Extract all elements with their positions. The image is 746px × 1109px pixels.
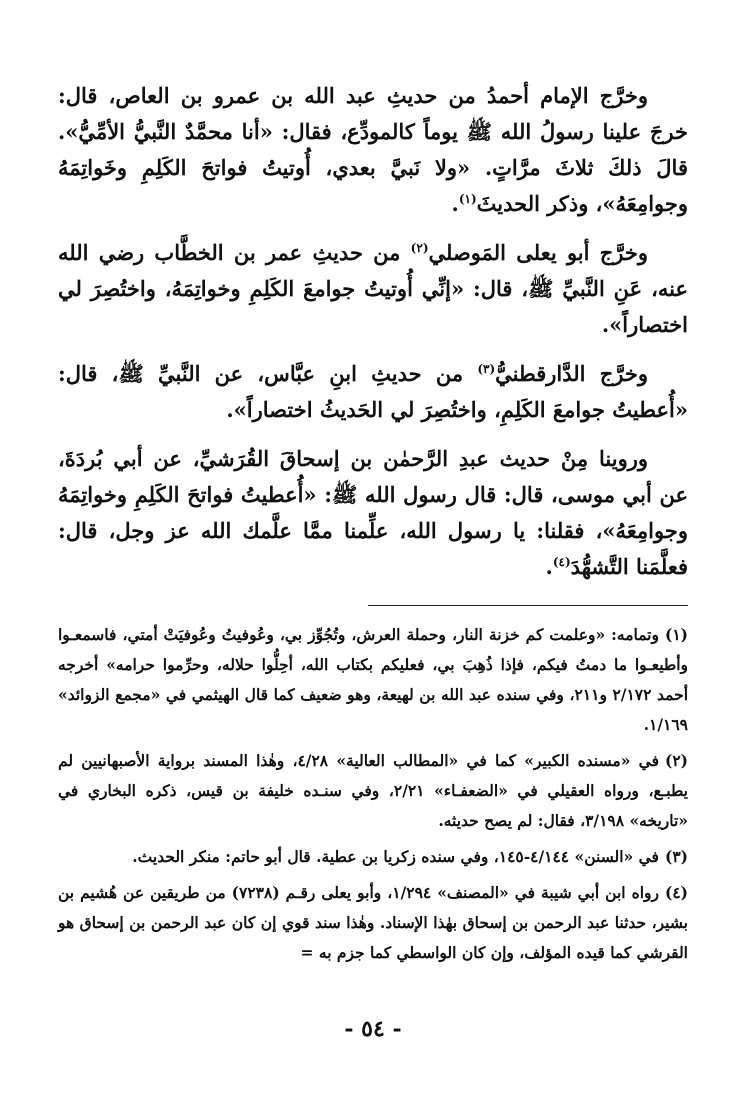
footnote-marker[interactable]: (٤): [552, 555, 571, 569]
paragraph-text: وروينا مِنْ حديث عبدِ الرَّحمٰن بن إسحاقَ القُرَشيِّ، عن أبي بُردَةَ، عن أبي موسى، قال: قال رسول الله ﷺ: «أُعطيتُ فواتحَ الكَلِمِ وخواتِمَهُ وجوامِعَهُ»، فقلنا: يا رسول الله، علِّمنا ممَّا علَّمك الله عز وجل، قال: فعلَّمَنا التَّشهُّدَ: [58, 446, 688, 579]
footnote-text: رواه ابن أبي شيبة في «المصنف» ١/٢٩٤، وأبو يعلى رقـم (٧٢٣٨) من طريقين عن هُشيم بن بشير، حدثنا عبد الرحمن بن إسحاق بهٰذا الإسناد. وهٰذا سند قوي إن كان عبد الرحمن بن إسحاق هو القرشي كما قيده المؤلف، وإن كان الواسطي كما جزم به =: [58, 883, 688, 962]
paragraph-text: وخرَّج أبو يعلى المَوصلي: [428, 240, 648, 265]
footnote-number: (١): [664, 625, 688, 644]
footnote-4: [58, 878, 688, 968]
paragraph-daraqutni-hadith: [58, 356, 688, 428]
footnote-marker[interactable]: (١): [458, 192, 477, 206]
footnotes: [58, 620, 688, 968]
paragraph-text: وخرَّج الدَّارقطنيُّ: [495, 361, 648, 386]
paragraph-tail: من حديثِ عمر بن الخطَّاب رضي الله عنه، عَنِ النَّبيِّ ﷺ، قال: «إنِّي أُوتيتُ جوامعَ الكَلِمِ وخواتِمَهُ، واختُصِرَ لي اختصاراً».: [58, 240, 688, 337]
paragraph-text: وخرَّج الإمام أحمدُ من حديثِ عبد الله بن عمرو بن العاص، قال: خرجَ علينا رسولُ الله ﷺ يوماً كالمودِّع، فقال: «أنا محمَّدٌ النَّبيُّ الأمِّيُّ». قالَ ذلكَ ثلاثَ مرَّاتٍ. «ولا نَبيَّ بعدي، أُوتيتُ فواتحَ الكَلِمِ وخَواتِمَهُ وجوامِعَهُ»، وذكر الحديثَ: [58, 83, 688, 216]
paragraph-tail: من حديثِ ابنِ عبَّاس، عن النَّبيِّ ﷺ، قال: «أُعطيتُ جوامعَ الكَلِمِ، واختُصِرَ لي الحَديثُ اختصاراً».: [58, 361, 688, 422]
footnote-1: [58, 620, 688, 740]
footnote-2: [58, 746, 688, 836]
footnote-number: (٣): [664, 847, 688, 866]
paragraph-tail: .: [545, 554, 553, 579]
main-text: [58, 78, 688, 585]
footnote-3: [58, 842, 688, 872]
footnote-marker[interactable]: (٣): [477, 362, 496, 376]
book-page: [58, 78, 688, 1109]
footnote-text: في «السنن» ٤/١٤٤-١٤٥، وفي سنده زكريا بن عطية. قال أبو حاتم: منكر الحديث.: [132, 847, 659, 866]
footnote-text: وتمامه: «وعلمت كم خزنة النار، وحملة العرش، وتُجُوِّز بي، وعُوفيتُ وعُوفيَتْ أمتي، فاسمعـوا وأطيعـوا ما دمتُ فيكم، فإذا ذُهِبَ بي، فعليكم بكتاب الله، أحِلُّوا حلاله، وحرِّموا حرامه» أخرجه أحمد ٢/١٧٢ و٢١١، وفي سنده عبد الله بن لهيعة، وهو ضعيف كما قال الهيثمي في «مجمع الزوائد» ١/١٦٩.: [58, 625, 688, 734]
paragraph-abu-musa-hadith: [58, 441, 688, 585]
footnote-number: (٤): [664, 883, 688, 902]
paragraph-abu-yala-hadith: [58, 235, 688, 343]
paragraph-tail: .: [451, 191, 459, 216]
paragraph-ahmad-hadith: [58, 78, 688, 222]
page-number: - ٥٤ -: [344, 1016, 402, 1042]
footnote-separator: [368, 605, 688, 606]
footnote-text: في «مسنده الكبير» كما في «المطالب العالية» ٤/٢٨، وهٰذا المسند برواية الأصبهانيين لم يطبـع، ورواه العقيلي في «الضعفـاء» ٢/٢١، وفي سنـده خليفة بن قيس، ذكره البخاري في «تاريخه» ٣/١٩٨، فقال: لم يصح حديثه.: [58, 751, 688, 830]
footnote-marker[interactable]: (٢): [410, 241, 429, 255]
footnote-number: (٢): [664, 751, 688, 770]
